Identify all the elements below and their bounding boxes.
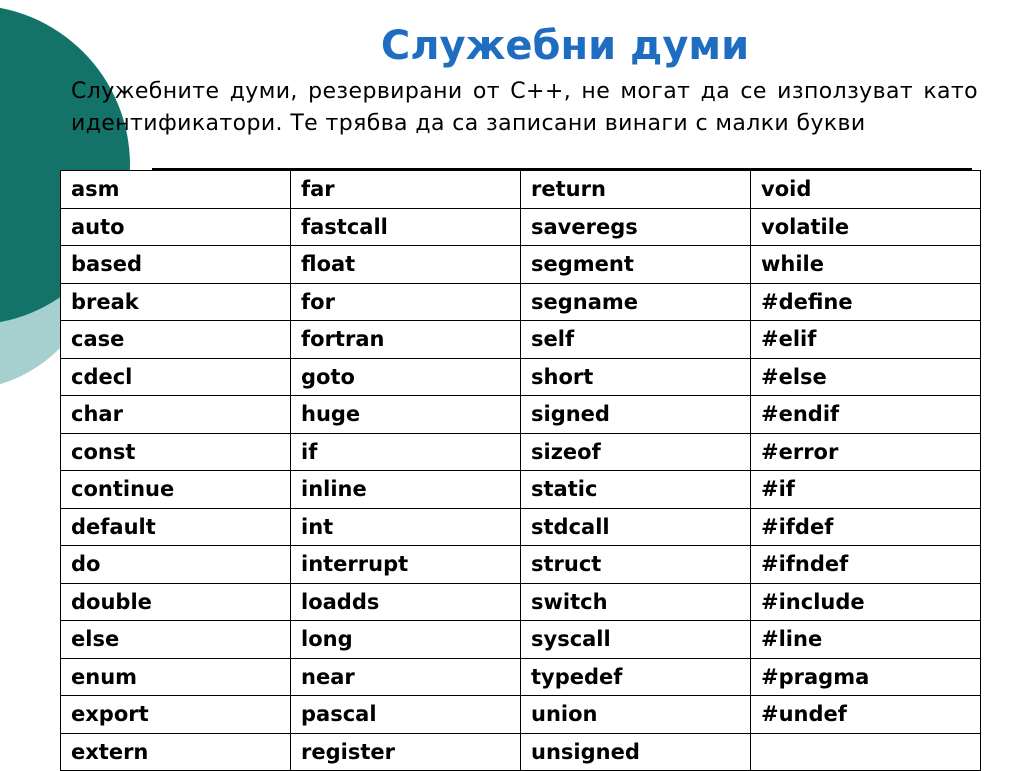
table-row [61,321,981,359]
keyword-cell: based [61,246,291,284]
keyword-cell: return [521,171,751,209]
table-row [61,208,981,246]
keyword-cell: #ifdef [751,508,981,546]
table-row [61,171,981,209]
table-row [61,546,981,584]
keyword-cell: do [61,546,291,584]
keyword-cell: for [291,283,521,321]
keyword-cell: asm [61,171,291,209]
keyword-cell: #pragma [751,658,981,696]
keyword-cell: volatile [751,208,981,246]
keyword-cell: struct [521,546,751,584]
table-row [61,246,981,284]
keyword-cell: static [521,471,751,509]
keyword-cell: syscall [521,621,751,659]
keyword-cell: enum [61,658,291,696]
table-row [61,358,981,396]
table-row [61,508,981,546]
keyword-cell: typedef [521,658,751,696]
keyword-cell: goto [291,358,521,396]
keyword-cell: saveregs [521,208,751,246]
keyword-cell: export [61,696,291,734]
keywords-table-body [61,171,981,771]
slide-description: Служебните думи, резервирани от С++, не могат да се използуват като идентификатори. Те трябва да са записани винаги с малки букви [71,79,978,136]
keyword-cell: long [291,621,521,659]
keyword-cell: #endif [751,396,981,434]
keyword-cell: near [291,658,521,696]
keyword-cell: self [521,321,751,359]
keyword-cell: #define [751,283,981,321]
keyword-cell: while [751,246,981,284]
keyword-cell: char [61,396,291,434]
keyword-cell: far [291,171,521,209]
keyword-cell: cdecl [61,358,291,396]
table-row [61,696,981,734]
keyword-cell: #elif [751,321,981,359]
keyword-cell: switch [521,583,751,621]
table-row [61,733,981,771]
keyword-cell: stdcall [521,508,751,546]
keyword-cell: short [521,358,751,396]
table-row [61,433,981,471]
table-row [61,283,981,321]
keyword-cell: default [61,508,291,546]
keyword-cell: const [61,433,291,471]
keyword-cell: case [61,321,291,359]
keyword-cell: float [291,246,521,284]
keyword-cell: #else [751,358,981,396]
keyword-cell: #ifndef [751,546,981,584]
keyword-cell: #error [751,433,981,471]
keyword-cell: int [291,508,521,546]
keyword-cell: inline [291,471,521,509]
keyword-cell: auto [61,208,291,246]
keyword-cell: union [521,696,751,734]
table-row [61,583,981,621]
table-row [61,621,981,659]
keyword-cell: #if [751,471,981,509]
keyword-cell: break [61,283,291,321]
keyword-cell: void [751,171,981,209]
keyword-cell: extern [61,733,291,771]
keyword-cell: #undef [751,696,981,734]
keyword-cell: #line [751,621,981,659]
keyword-cell: register [291,733,521,771]
keyword-cell: if [291,433,521,471]
keyword-cell: segname [521,283,751,321]
keyword-cell: continue [61,471,291,509]
keyword-cell: loadds [291,583,521,621]
table-row [61,396,981,434]
keyword-cell: huge [291,396,521,434]
keyword-cell: sizeof [521,433,751,471]
table-row [61,658,981,696]
keyword-cell: #include [751,583,981,621]
table-row [61,471,981,509]
keywords-table [60,170,981,771]
keyword-cell [751,733,981,771]
keyword-cell: double [61,583,291,621]
keyword-cell: unsigned [521,733,751,771]
keyword-cell: pascal [291,696,521,734]
keyword-cell: fortran [291,321,521,359]
slide-title: Служебни думи [380,23,750,69]
keyword-cell: fastcall [291,208,521,246]
keyword-cell: signed [521,396,751,434]
keyword-cell: else [61,621,291,659]
keyword-cell: interrupt [291,546,521,584]
keyword-cell: segment [521,246,751,284]
